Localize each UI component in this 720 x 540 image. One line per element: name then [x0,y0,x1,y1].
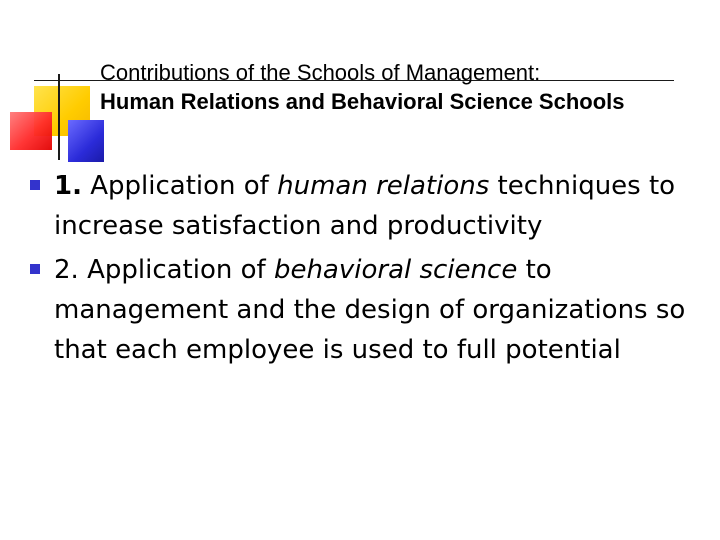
decorative-squares [0,60,110,170]
bullet-text-post: to management and the design of organizations so that each employee is used to full potential [54,255,686,365]
blue-square [68,120,104,162]
bullet-text-pre: Application of [78,255,274,285]
square-bullet-icon [30,264,40,274]
title-line-2: Human Relations and Behavioral Science Schools [100,89,625,114]
bullet-text-emphasis: behavioral science [273,255,518,285]
bullet-item-2 [30,250,700,370]
bullet-number: 2. [54,255,79,285]
bullet-text-emphasis: human relations [277,171,490,201]
square-bullet-icon [30,180,40,190]
bullet-list [30,166,700,374]
bullet-item-1 [30,166,700,246]
bullet-number: 1. [54,171,82,201]
slide-title [100,58,700,116]
title-line-1: Contributions of the Schools of Management: [100,60,541,85]
vertical-rule [58,74,60,160]
bullet-text-pre: Application of [81,171,278,201]
bullet-text-post: techniques to increase satisfaction and productivity [54,171,676,241]
red-square [10,112,52,150]
